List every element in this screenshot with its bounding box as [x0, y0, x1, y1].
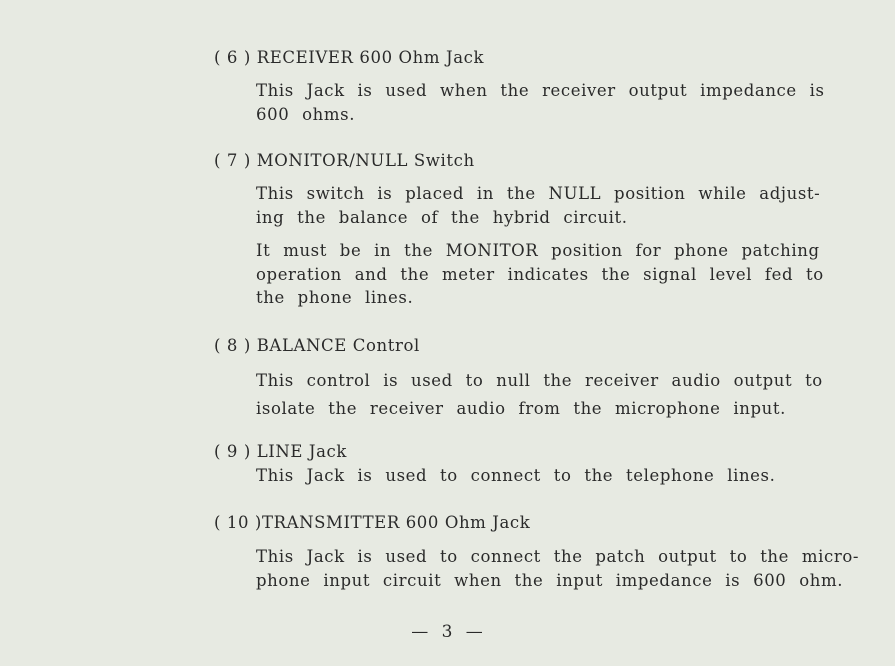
section-6-line-1: This Jack is used when the receiver output impedance is: [256, 81, 825, 100]
section-6-line-2: 600 ohms.: [256, 104, 356, 124]
section-10-line-2: phone input circuit when the input impedance is 600 ohm.: [256, 570, 844, 590]
section-6-heading: ( 6 ) RECEIVER 600 Ohm Jack: [214, 48, 485, 67]
page-number: — 3 —: [411, 622, 484, 642]
section-10-heading: ( 10 )TRANSMITTER 600 Ohm Jack: [214, 513, 531, 532]
section-7-heading: ( 7 ) MONITOR/NULL Switch: [214, 151, 475, 170]
section-10-line-1: This Jack is used to connect the patch output to the micro-: [256, 547, 860, 566]
section-7-paragraph-2: [256, 239, 824, 310]
section-7-paragraph-1: [256, 182, 821, 229]
section-7-p2-line-1: It must be in the MONITOR position for phone patching: [256, 241, 820, 260]
section-7-p1-line-2: ing the balance of the hybrid circuit.: [256, 207, 628, 227]
section-8-heading: ( 8 ) BALANCE Control: [214, 336, 420, 355]
section-8-paragraph: [256, 367, 823, 423]
section-7-p1-line-1: This switch is placed in the NULL position while adjust-: [256, 184, 821, 203]
section-9-heading: ( 9 ) LINE Jack: [214, 442, 347, 461]
section-6-paragraph: [256, 79, 825, 126]
section-8-line-2: isolate the receiver audio from the microphone input.: [256, 399, 786, 418]
section-7-p2-line-2: operation and the meter indicates the signal level fed to: [256, 264, 824, 284]
section-7-p2-line-3: the phone lines.: [256, 288, 414, 307]
section-9-paragraph: [256, 464, 813, 488]
section-10-paragraph: [256, 545, 860, 592]
section-9-line-1: This Jack is used to connect to the telephone lines.: [256, 466, 776, 485]
section-8-line-1: This control is used to null the receiver audio output to: [256, 371, 823, 390]
